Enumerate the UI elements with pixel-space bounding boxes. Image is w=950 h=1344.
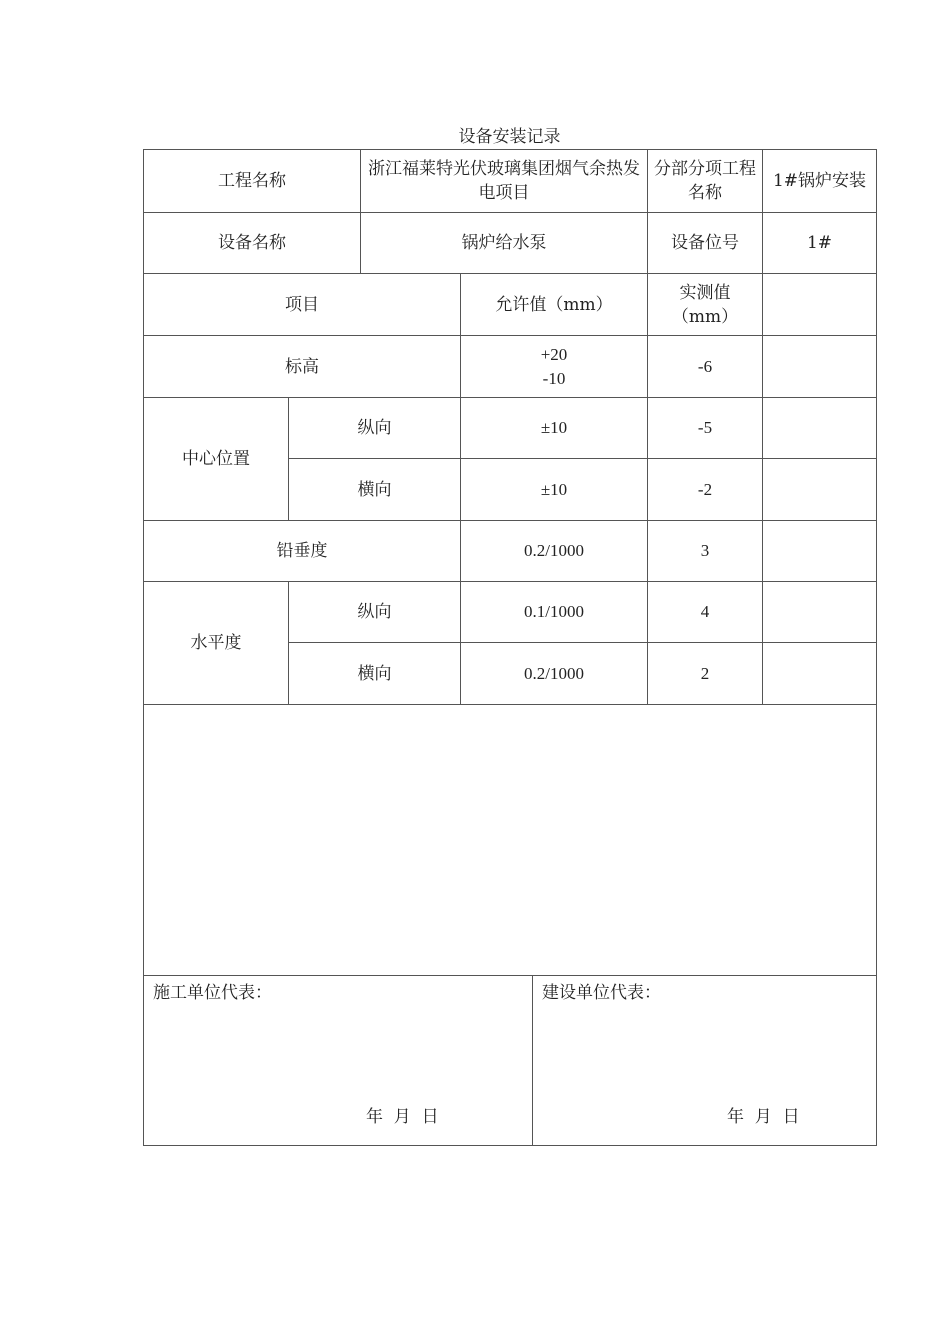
center-transverse-allowed: ±10 [460,458,647,520]
project-name-label: 工程名称 [218,171,286,191]
elevation-allowed [460,335,647,397]
center-transverse-measured: -2 [647,458,762,520]
equipment-position-value: 1# [762,212,876,273]
equipment-name-label: 设备名称 [144,212,360,273]
column-header-item: 项目 [144,273,460,335]
installation-record-table [143,149,877,1146]
remarks-area [144,704,876,975]
column-header-measured: 实测值（mm） [647,273,762,335]
elevation-allowed-lower: -10 [542,368,566,388]
owner-date: 年 月 日 [727,1107,800,1127]
owner-rep-label: 建设单位代表： [542,983,661,1003]
project-name-value: 浙江福莱特光伏玻璃集团烟气余热发电项目 [360,150,647,212]
level-transverse-measured: 2 [647,642,762,704]
level-longitudinal-allowed: 0.1/1000 [460,581,647,642]
level-transverse-label: 横向 [288,642,460,704]
construction-rep-label: 施工单位代表： [153,983,272,1003]
elevation-blank [762,335,876,397]
equipment-name-value: 锅炉给水泵 [360,212,647,273]
level-label: 水平度 [144,581,288,704]
construction-date: 年 月 日 [366,1107,439,1127]
owner-signature-box [532,975,876,1145]
elevation-allowed-upper: +20 [540,344,568,364]
center-transverse-label: 横向 [288,458,460,520]
construction-signature-box [144,975,532,1145]
document-title: 设备安装记录 [458,127,561,147]
verticality-measured: 3 [647,520,762,581]
level-longitudinal-measured: 4 [647,581,762,642]
column-header-allowed: 允许值（mm） [460,273,647,335]
level-longitudinal-label: 纵向 [288,581,460,642]
verticality-label: 铅垂度 [144,520,460,581]
column-header-blank [762,273,876,335]
elevation-label: 标高 [144,335,460,397]
verticality-blank [762,520,876,581]
level-longitudinal-blank [762,581,876,642]
center-longitudinal-measured: -5 [647,397,762,458]
center-longitudinal-blank [762,397,876,458]
level-transverse-allowed: 0.2/1000 [460,642,647,704]
center-position-label: 中心位置 [144,397,288,520]
center-transverse-blank [762,458,876,520]
equipment-position-label: 设备位号 [647,212,762,273]
verticality-allowed: 0.2/1000 [460,520,647,581]
elevation-measured: -6 [647,335,762,397]
level-transverse-blank [762,642,876,704]
sub-project-value: 1#锅炉安装 [762,150,876,212]
center-longitudinal-label: 纵向 [288,397,460,458]
center-longitudinal-allowed: ±10 [460,397,647,458]
sub-project-label: 分部分项工程名称 [647,150,762,212]
